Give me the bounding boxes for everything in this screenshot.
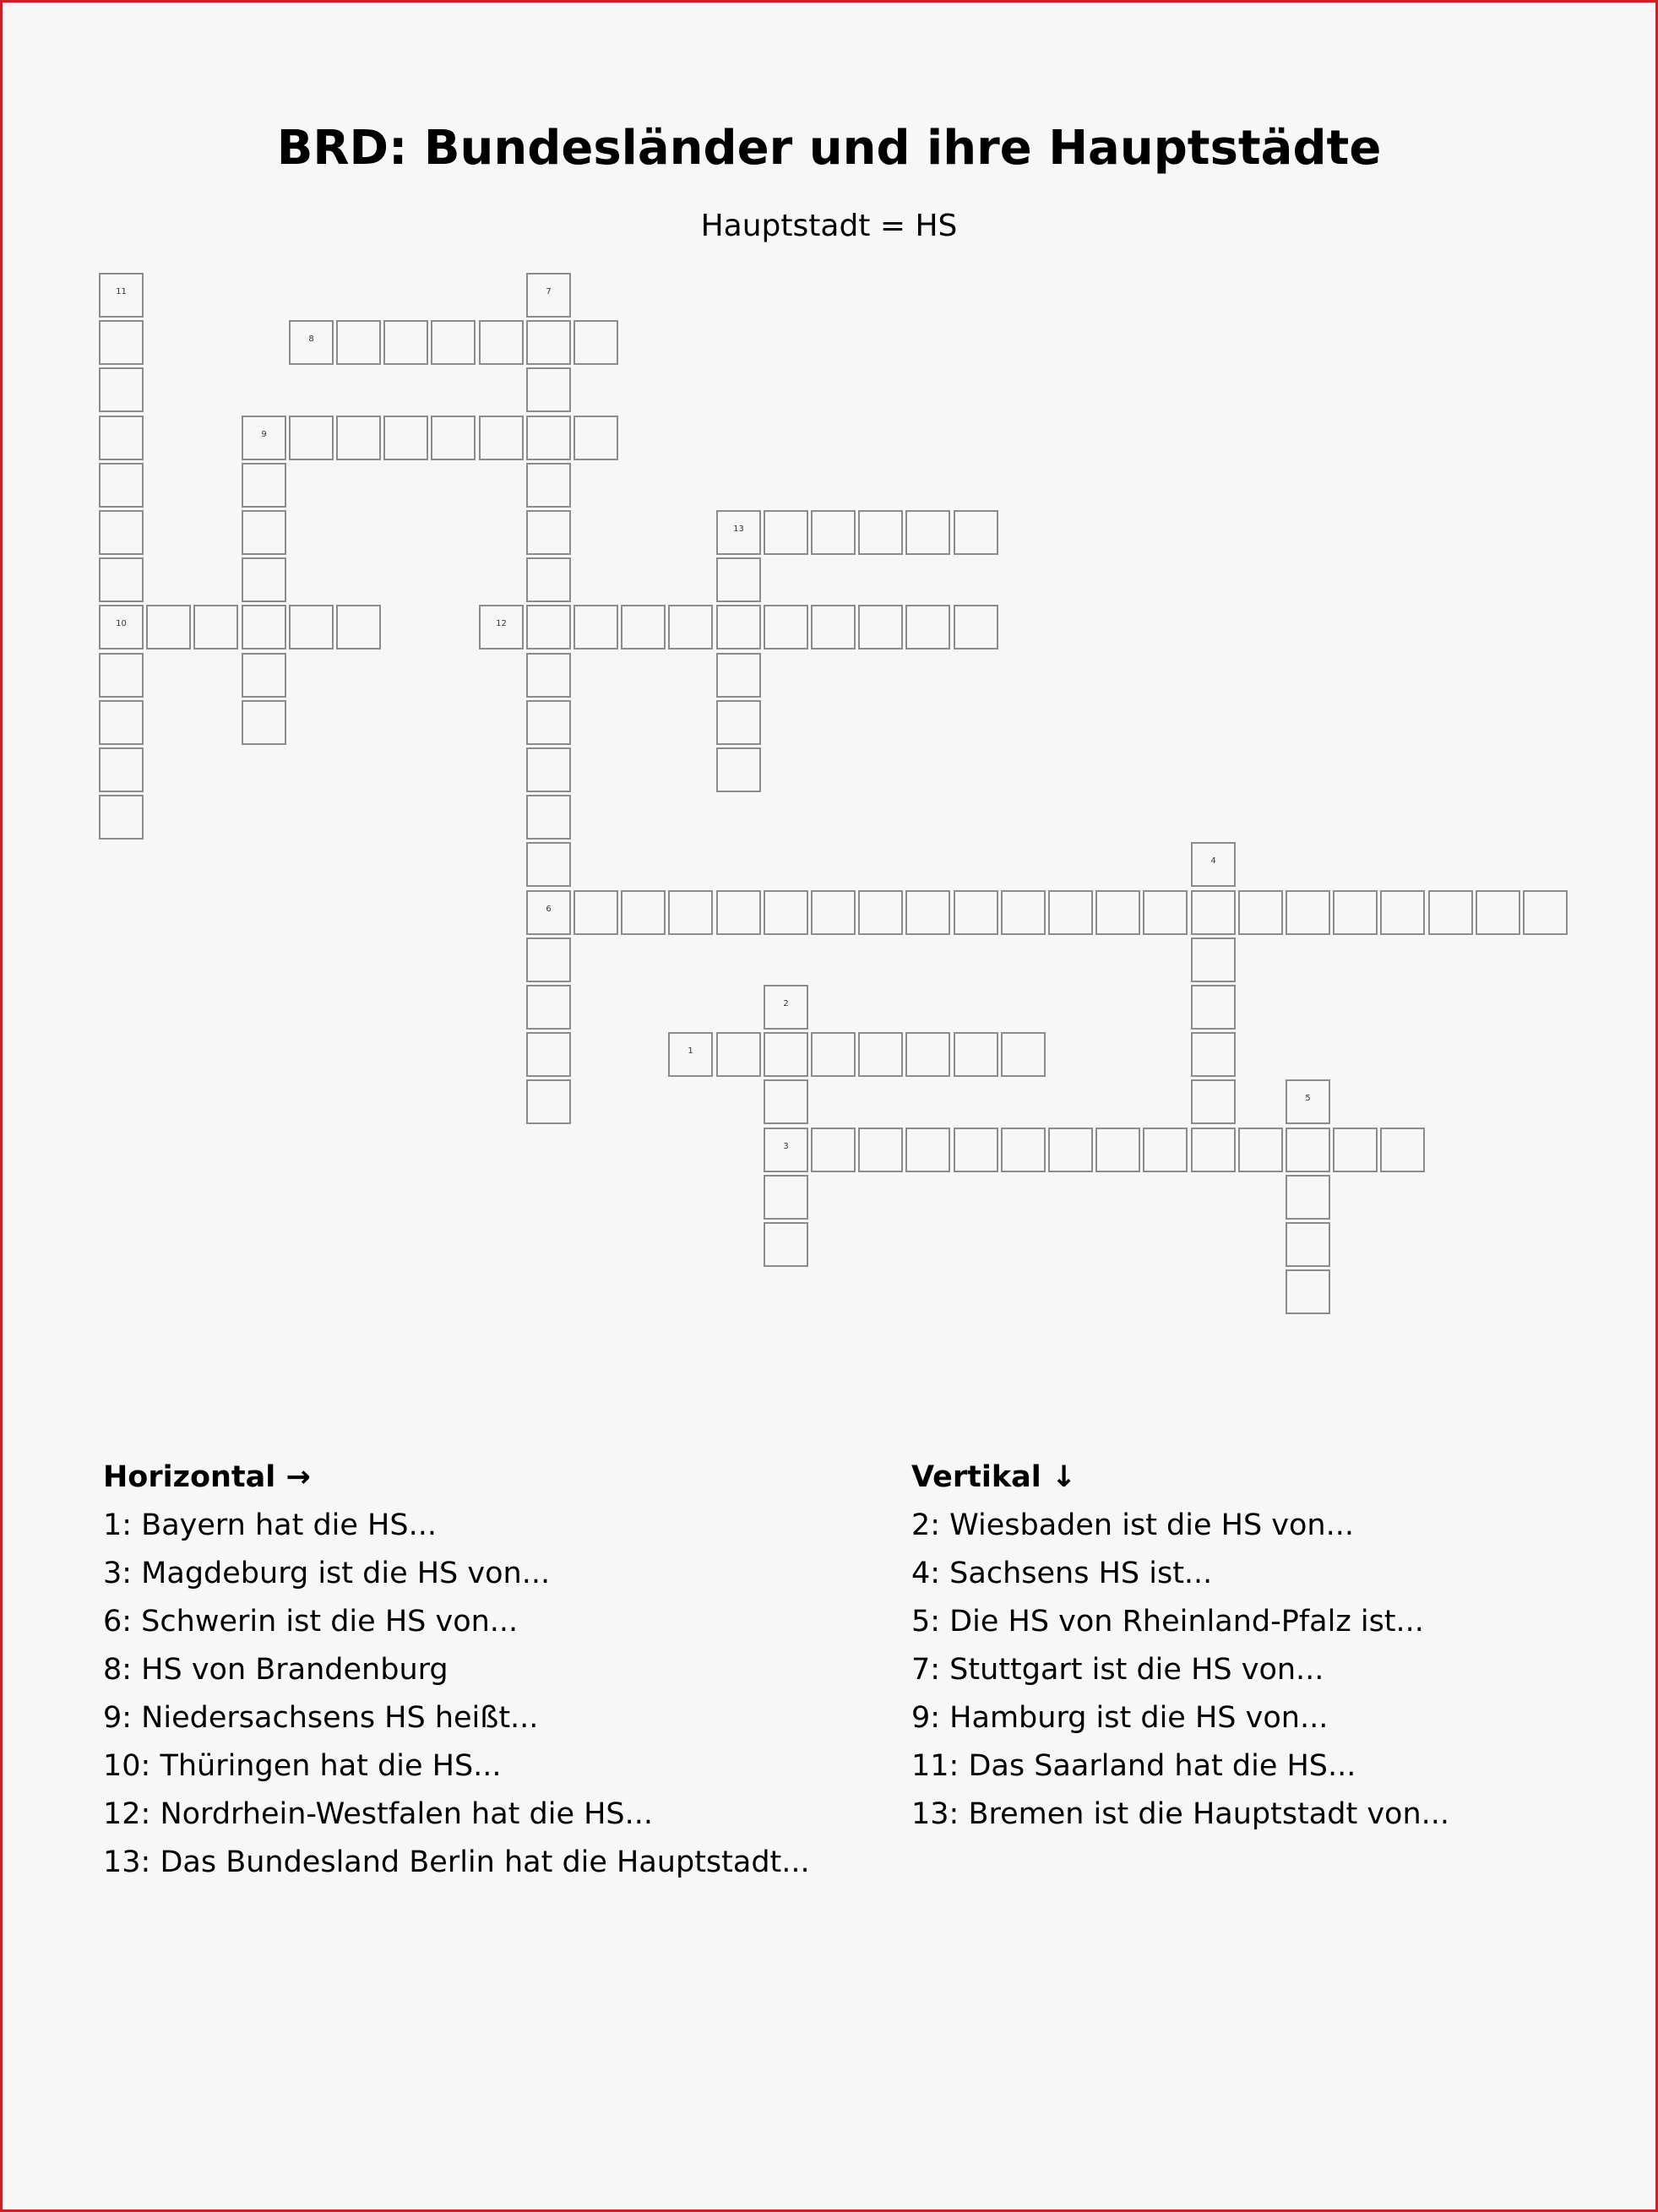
crossword-cell[interactable] [1191, 1079, 1236, 1124]
crossword-cell[interactable] [621, 605, 666, 649]
crossword-cell[interactable] [99, 653, 144, 698]
crossword-cell[interactable] [526, 463, 571, 508]
crossword-cell[interactable] [1428, 890, 1473, 935]
crossword-cell[interactable] [1048, 1128, 1093, 1172]
crossword-cell[interactable] [764, 890, 808, 935]
crossword-cell[interactable] [1191, 1032, 1236, 1077]
crossword-cell[interactable] [526, 985, 571, 1030]
crossword-cell[interactable] [1191, 1128, 1236, 1172]
crossword-cell[interactable] [954, 890, 998, 935]
crossword-cell[interactable] [668, 890, 713, 935]
crossword-cell[interactable] [905, 1128, 950, 1172]
crossword-cell[interactable] [905, 605, 950, 649]
crossword-cell[interactable] [954, 1128, 998, 1172]
crossword-cell[interactable] [574, 605, 618, 649]
crossword-cell[interactable] [1191, 842, 1236, 887]
crossword-cell[interactable] [526, 557, 571, 602]
crossword-cell[interactable] [764, 1032, 808, 1077]
crossword-cell[interactable] [716, 1032, 761, 1077]
crossword-cell[interactable] [242, 605, 286, 649]
crossword-cell[interactable] [99, 463, 144, 508]
crossword-cell[interactable] [526, 510, 571, 555]
crossword-cell[interactable] [905, 890, 950, 935]
cell-number: 6 [546, 905, 552, 914]
cell-number: 9 [261, 430, 267, 439]
crossword-cell[interactable] [858, 890, 903, 935]
crossword-cell[interactable] [242, 653, 286, 698]
clue-down-2: 2: Wiesbaden ist die HS von... [911, 1508, 1354, 1542]
crossword-cell[interactable] [526, 747, 571, 792]
crossword-cell[interactable] [1286, 890, 1330, 935]
crossword-cell[interactable] [526, 1079, 571, 1124]
cell-number: 2 [783, 999, 789, 1008]
crossword-cell[interactable] [289, 605, 334, 649]
crossword-cell[interactable] [1286, 1079, 1330, 1124]
crossword-cell[interactable] [954, 1032, 998, 1077]
crossword-cell[interactable] [289, 320, 334, 365]
clue-across-6: 6: Schwerin ist die HS von... [103, 1605, 519, 1639]
crossword-cell[interactable] [99, 320, 144, 365]
crossword-cell[interactable] [242, 557, 286, 602]
crossword-cell[interactable] [716, 557, 761, 602]
crossword-cell[interactable] [1095, 890, 1140, 935]
crossword-cell[interactable] [1286, 1175, 1330, 1220]
crossword-cell[interactable] [954, 510, 998, 555]
crossword-cell[interactable] [621, 890, 666, 935]
crossword-cell[interactable] [383, 416, 428, 460]
crossword-cell[interactable] [764, 510, 808, 555]
crossword-cell[interactable] [1333, 1128, 1378, 1172]
clue-across-9: 9: Niedersachsens HS heißt... [103, 1701, 539, 1735]
down-heading: Vertikal ↓ [911, 1460, 1077, 1494]
crossword-cell[interactable] [526, 605, 571, 649]
crossword-cell[interactable] [811, 605, 856, 649]
crossword-cell[interactable] [526, 320, 571, 365]
crossword-cell[interactable] [1286, 1269, 1330, 1314]
across-heading: Horizontal → [103, 1460, 311, 1494]
crossword-cell[interactable] [242, 463, 286, 508]
crossword-cell[interactable] [242, 416, 286, 460]
crossword-cell[interactable] [1001, 890, 1046, 935]
crossword-cell[interactable] [811, 510, 856, 555]
crossword-cell[interactable] [1238, 890, 1283, 935]
crossword-cell[interactable] [716, 747, 761, 792]
clue-down-9: 9: Hamburg ist die HS von... [911, 1701, 1329, 1735]
crossword-cell[interactable] [526, 890, 571, 935]
crossword-cell[interactable] [526, 938, 571, 982]
crossword-cell[interactable] [764, 1128, 808, 1172]
crossword-cell[interactable] [811, 1032, 856, 1077]
crossword-cell[interactable] [1191, 938, 1236, 982]
cell-number: 7 [546, 287, 552, 296]
crossword-cell[interactable] [1523, 890, 1568, 935]
crossword-cell[interactable] [905, 1032, 950, 1077]
crossword-cell[interactable] [668, 1032, 713, 1077]
cell-number: 5 [1305, 1094, 1311, 1103]
crossword-cell[interactable] [526, 367, 571, 412]
crossword-cell[interactable] [99, 795, 144, 840]
crossword-cell[interactable] [146, 605, 191, 649]
crossword-grid [3, 3, 1658, 1371]
crossword-cell[interactable] [954, 605, 998, 649]
crossword-cell[interactable] [668, 605, 713, 649]
crossword-cell[interactable] [526, 416, 571, 460]
crossword-cell[interactable] [526, 273, 571, 318]
crossword-cell[interactable] [431, 320, 476, 365]
crossword-cell[interactable] [574, 416, 618, 460]
crossword-cell[interactable] [99, 367, 144, 412]
cell-number: 1 [688, 1046, 693, 1056]
crossword-cell[interactable] [858, 1032, 903, 1077]
crossword-cell[interactable] [479, 320, 524, 365]
cell-number: 12 [496, 619, 507, 628]
crossword-cell[interactable] [336, 605, 381, 649]
crossword-cell[interactable] [479, 605, 524, 649]
crossword-cell[interactable] [99, 747, 144, 792]
crossword-cell[interactable] [99, 510, 144, 555]
crossword-cell[interactable] [431, 416, 476, 460]
crossword-cell[interactable] [1286, 1222, 1330, 1267]
crossword-cell[interactable] [289, 416, 334, 460]
clue-across-10: 10: Thüringen hat die HS... [103, 1749, 502, 1783]
crossword-cell[interactable] [336, 320, 381, 365]
crossword-cell[interactable] [574, 890, 618, 935]
cell-number: 3 [783, 1142, 789, 1151]
cell-number: 11 [116, 287, 127, 296]
crossword-cell[interactable] [574, 320, 618, 365]
crossword-cell[interactable] [1476, 890, 1520, 935]
crossword-cell[interactable] [764, 605, 808, 649]
crossword-cell[interactable] [383, 320, 428, 365]
crossword-cell[interactable] [526, 842, 571, 887]
crossword-cell[interactable] [811, 1128, 856, 1172]
cell-number: 13 [733, 524, 744, 534]
clue-across-1: 1: Bayern hat die HS... [103, 1508, 437, 1542]
clue-across-8: 8: HS von Brandenburg [103, 1653, 448, 1687]
down-clues [911, 1454, 1638, 1839]
crossword-cell[interactable] [716, 653, 761, 698]
crossword-cell[interactable] [99, 416, 144, 460]
clue-down-11: 11: Das Saarland hat die HS... [911, 1749, 1356, 1783]
clue-down-5: 5: Die HS von Rheinland-Pfalz ist... [911, 1605, 1424, 1639]
crossword-cell[interactable] [1001, 1032, 1046, 1077]
crossword-cell[interactable] [99, 557, 144, 602]
crossword-cell[interactable] [1001, 1128, 1046, 1172]
clue-down-7: 7: Stuttgart ist die HS von... [911, 1653, 1324, 1687]
crossword-cell[interactable] [764, 1079, 808, 1124]
crossword-cell[interactable] [1143, 1128, 1188, 1172]
crossword-cell[interactable] [716, 700, 761, 745]
clue-across-12: 12: Nordrhein-Westfalen hat die HS... [103, 1797, 654, 1831]
crossword-cell[interactable] [858, 510, 903, 555]
crossword-cell[interactable] [1048, 890, 1093, 935]
crossword-cell[interactable] [858, 605, 903, 649]
crossword-cell[interactable] [526, 653, 571, 698]
crossword-cell[interactable] [526, 795, 571, 840]
crossword-cell[interactable] [479, 416, 524, 460]
crossword-cell[interactable] [526, 700, 571, 745]
crossword-cell[interactable] [1143, 890, 1188, 935]
crossword-cell[interactable] [1380, 890, 1425, 935]
crossword-cell[interactable] [193, 605, 238, 649]
cell-number: 4 [1210, 856, 1216, 866]
crossword-cell[interactable] [858, 1128, 903, 1172]
across-clues [103, 1454, 863, 1887]
crossword-cell[interactable] [336, 416, 381, 460]
crossword-cell[interactable] [764, 985, 808, 1030]
crossword-cell[interactable] [716, 890, 761, 935]
crossword-cell[interactable] [716, 605, 761, 649]
crossword-cell[interactable] [1191, 985, 1236, 1030]
page-title: BRD: Bundesländer und ihre Hauptstädte [276, 121, 1382, 176]
clue-down-4: 4: Sachsens HS ist... [911, 1557, 1213, 1590]
cell-number: 8 [308, 334, 314, 344]
crossword-cell[interactable] [716, 510, 761, 555]
crossword-cell[interactable] [526, 1032, 571, 1077]
crossword-cell[interactable] [99, 605, 144, 649]
crossword-cell[interactable] [811, 890, 856, 935]
clue-across-3: 3: Magdeburg ist die HS von... [103, 1557, 551, 1590]
crossword-cell[interactable] [1238, 1128, 1283, 1172]
crossword-cell[interactable] [1095, 1128, 1140, 1172]
crossword-cell[interactable] [242, 700, 286, 745]
crossword-cell[interactable] [1286, 1128, 1330, 1172]
page-subtitle: Hauptstadt = HS [700, 209, 958, 243]
crossword-cell[interactable] [1333, 890, 1378, 935]
cell-number: 10 [116, 619, 127, 628]
crossword-cell[interactable] [1380, 1128, 1425, 1172]
crossword-cell[interactable] [99, 273, 144, 318]
crossword-cell[interactable] [764, 1222, 808, 1267]
clue-across-13: 13: Das Bundesland Berlin hat die Hauptstadt... [103, 1845, 810, 1879]
crossword-cell[interactable] [99, 700, 144, 745]
clue-down-13: 13: Bremen ist die Hauptstadt von... [911, 1797, 1450, 1831]
crossword-cell[interactable] [905, 510, 950, 555]
crossword-cell[interactable] [764, 1175, 808, 1220]
crossword-cell[interactable] [242, 510, 286, 555]
crossword-cell[interactable] [1191, 890, 1236, 935]
